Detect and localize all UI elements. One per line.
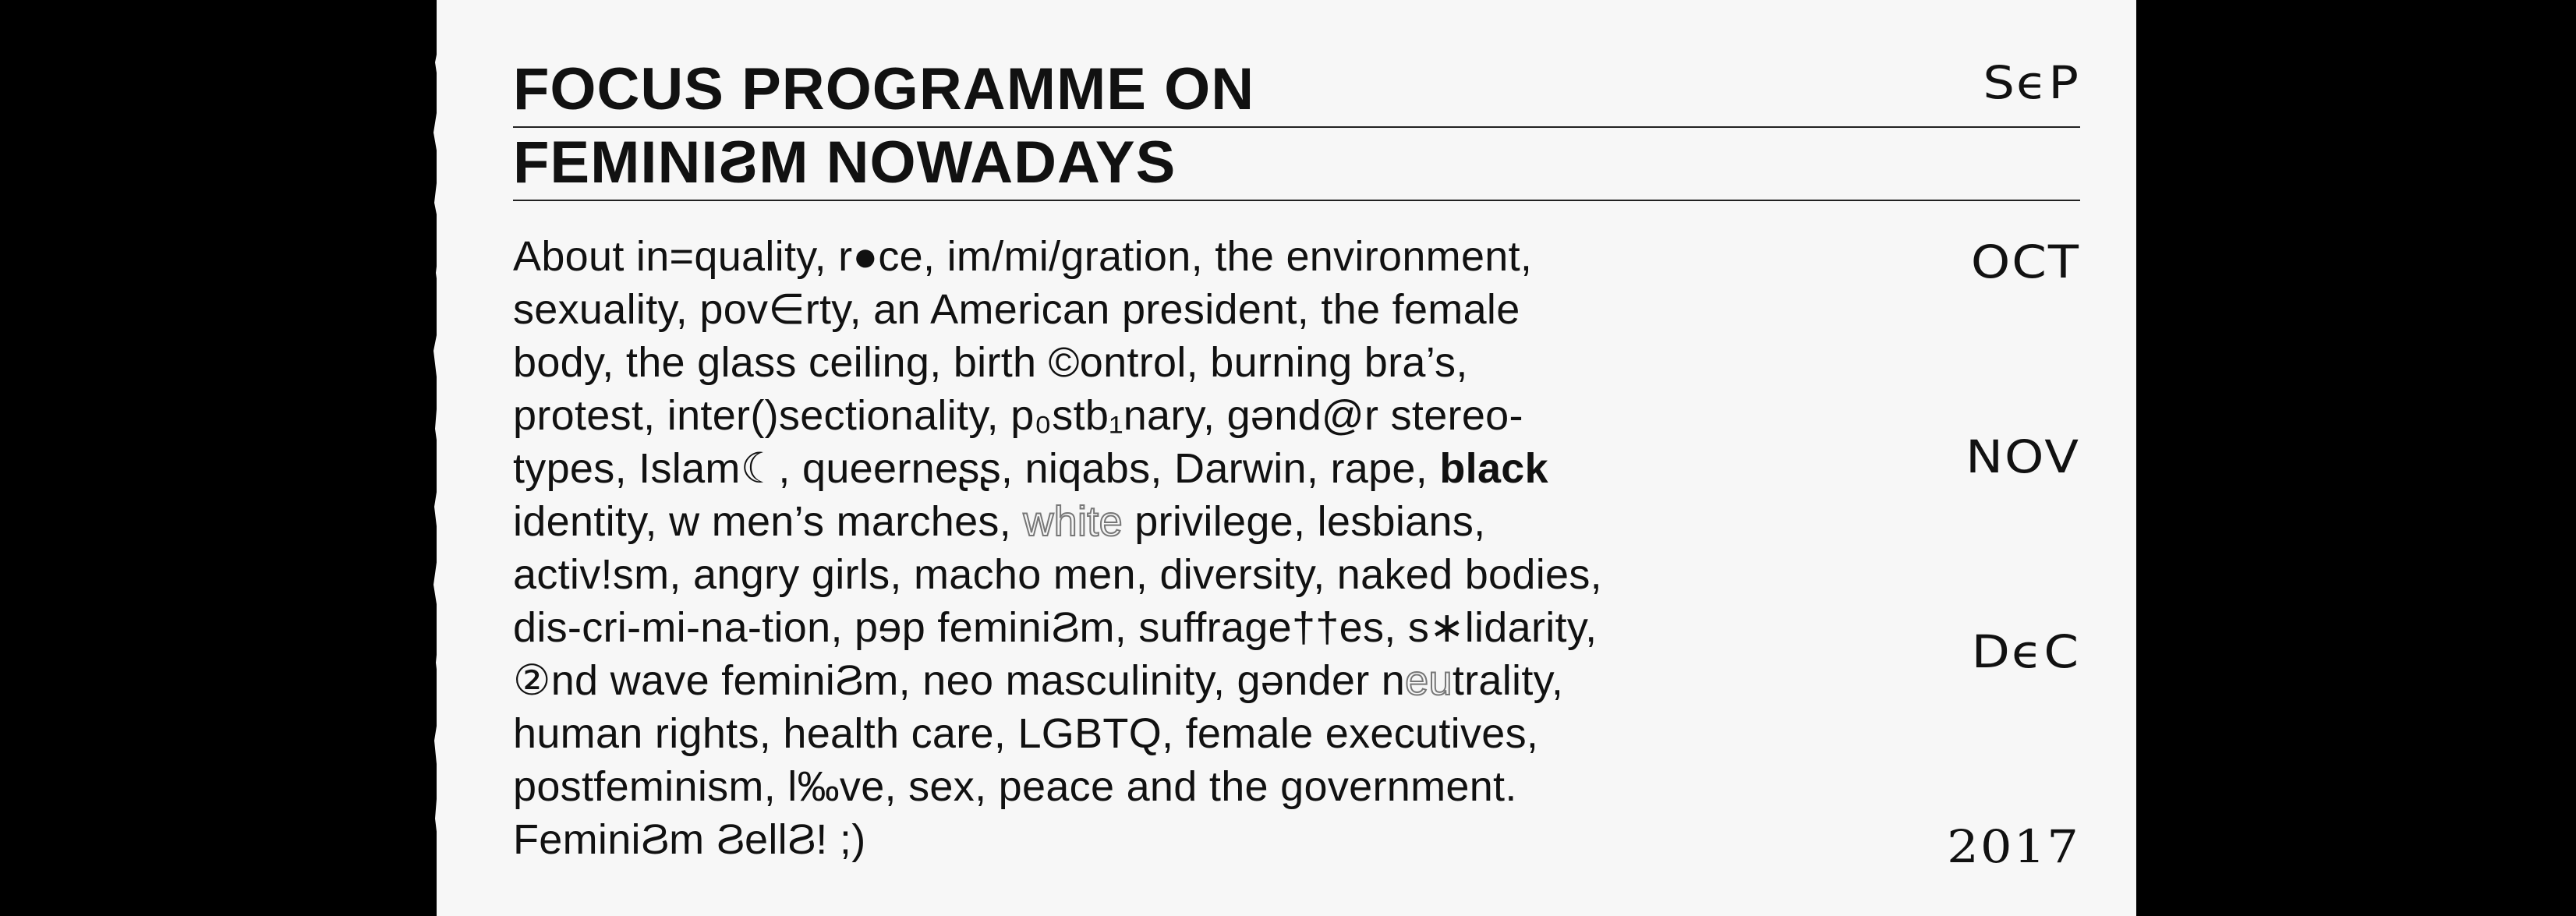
poster-content (513, 55, 2080, 904)
body-line-5 (513, 442, 1932, 495)
body-line-text: identity, w men’s marches, (513, 498, 1024, 545)
body-line-6 (513, 495, 1932, 548)
title-line-2: FEMINIϨM NOWADAYS (513, 128, 2080, 201)
body-line-text: About in=quality, r●ce, im/mi/gration, the environment, (513, 233, 1533, 280)
body-line-text: dis-cri-mi-na-tion, pɘp feminiϨm, suffrage††es, s∗lidarity, (513, 604, 1598, 651)
body-line-text: ②nd wave feminiϨm, neo masculinity, gənder n (513, 657, 1406, 704)
body-line-2 (513, 283, 1932, 336)
month-nov: NOV (1966, 431, 2080, 484)
body-line-text: sexuality, pov∈rty, an American president, the female (513, 286, 1520, 333)
body-line-3 (513, 336, 1932, 389)
bold-word: black (1439, 445, 1548, 492)
outlined-word: white (1023, 498, 1123, 545)
body-line-11 (513, 760, 1932, 813)
body-line-12 (513, 813, 1932, 866)
body-line-text: protest, inter()sectionality, p₀stb₁nary, gənd@r stereo- (513, 392, 1523, 439)
body-line-text: human rights, health care, LGBTQ, female executives, (513, 710, 1539, 757)
body-line-4 (513, 389, 1932, 442)
body-line-9 (513, 654, 1932, 707)
body-line-1 (513, 230, 1932, 283)
body-line-10 (513, 707, 1932, 760)
body-line-text: privilege, lesbians, (1122, 498, 1486, 545)
title-line-1: FOCUS PROGRAMME ON (513, 55, 2080, 128)
month-sep: SϵP (1983, 57, 2080, 110)
body-line-text: trality, (1452, 657, 1564, 704)
year-label: 2017 (1947, 821, 2080, 874)
month-dec: DϵC (1971, 626, 2080, 679)
body-line-text: postfeminism, l‰ve, sex, peace and the government. (513, 763, 1517, 810)
month-oct: OCT (1970, 236, 2080, 289)
body-line-text: activ!sm, angry girls, macho men, diversity, naked bodies, (513, 551, 1602, 598)
body-line-text: body, the glass ceiling, birth ©ontrol, burning bra’s, (513, 339, 1468, 386)
body-line-text: types, Islam☾, queerneʂʂ, niqabs, Darwin, rape, (513, 445, 1440, 492)
body-line-8 (513, 601, 1932, 654)
outlined-letters: eu (1405, 657, 1453, 704)
body-line-7 (513, 548, 1932, 601)
body-line-text: FeminiϨm ϨellϨ! ;) (513, 816, 866, 863)
body-paragraph (513, 230, 1932, 866)
